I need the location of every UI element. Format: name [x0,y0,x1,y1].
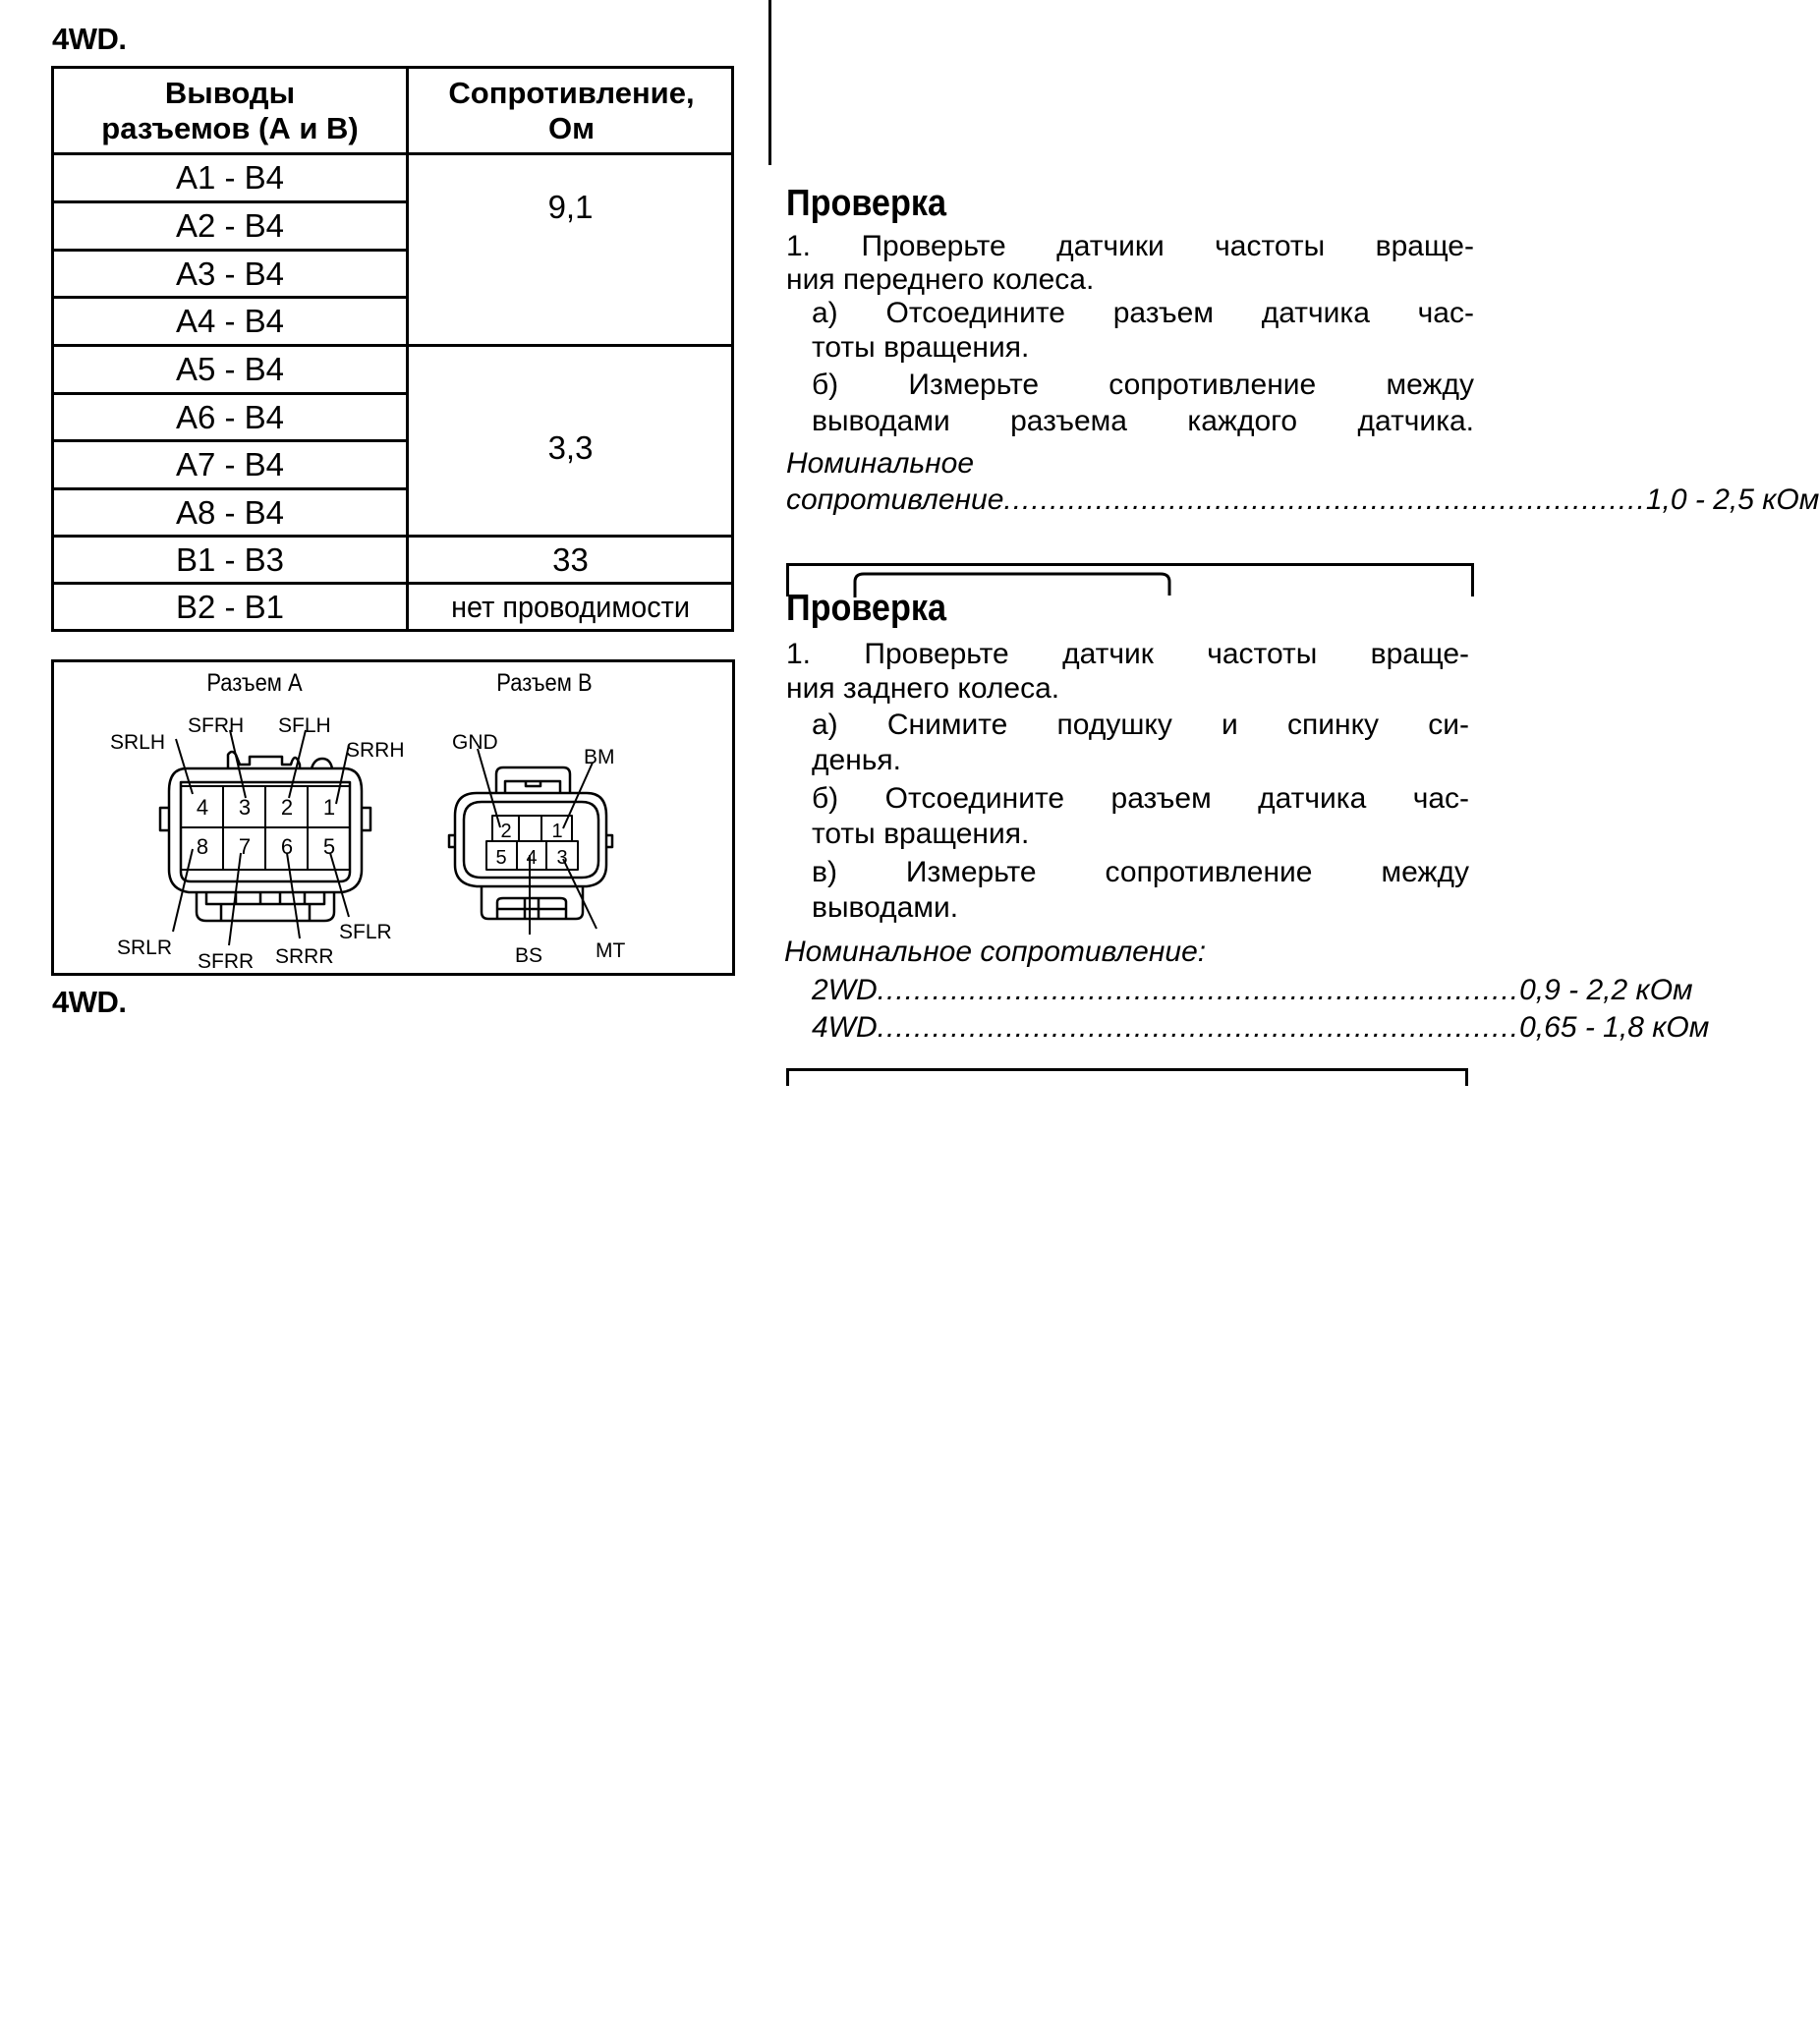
pins-cell: A2 - B4 [175,207,285,244]
label-sflr: SFLR [339,921,392,943]
table-row [54,442,406,487]
table-row [54,585,406,629]
section1-line: ния переднего колеса. [786,263,1095,296]
frame-top [786,563,1474,566]
pins-cell: A6 - B4 [175,398,285,435]
value-cell-b2-b1 [409,585,732,629]
label-mt: MT [596,939,626,962]
table-row [54,490,406,535]
frame-bottom-right [1465,1068,1468,1086]
leader-dots: ...................................................................... [877,974,1520,1006]
table-row [54,538,406,582]
label-sfrr: SFRR [198,950,255,973]
value-no-continuity: нет проводимости [451,589,690,624]
section1-nominal-value: 1,0 - 2,5 кОм [1645,483,1819,516]
resistance-table [51,66,734,632]
section2-line: тоты вращения. [812,818,1030,850]
label-gnd: GND [452,731,498,754]
connector-diagram-svg [54,662,732,973]
header-pins [54,69,406,152]
section1-nominal-label2: сопротивление [786,483,1004,516]
section2-nominal-label: Номинальное сопротивление: [784,936,1207,968]
section1-line: выводами разъема каждого датчика. [812,405,1474,437]
table-row [54,347,406,392]
pin-b-5: 5 [495,847,507,869]
value-9-1: 9,1 [547,189,594,225]
spec-4wd-value: 0,65 - 1,8 кОм [1519,1011,1710,1044]
pins-cell: A4 - B4 [175,303,285,339]
value-cell-b1-b3 [409,538,732,582]
header-resistance-line2: Ом [547,110,596,145]
header-pins-line2: разъемов (А и В) [101,110,359,145]
spec-4wd-label: 4WD [812,1011,878,1044]
section2-line: ния заднего колеса. [786,672,1060,705]
value-cell-group1 [409,155,732,344]
value-33: 33 [552,540,589,578]
label-srlh: SRLH [110,731,166,754]
label-bs: BS [515,944,543,967]
leader-dots: ...................................................................... [877,1011,1520,1044]
value-cell-group2 [409,347,732,535]
section1-line: а) Отсоедините разъем датчика час- [812,297,1474,329]
connector-diagram [51,659,735,976]
header-resistance-line1: Сопротивление, [448,75,695,110]
table-row [54,155,406,200]
top-caption-4wd: 4WD. [52,22,127,56]
pin-a-3: 3 [238,795,252,820]
pin-a-7: 7 [238,834,252,859]
pins-cell: B1 - B3 [175,540,285,578]
pin-a-2: 2 [280,795,294,820]
header-resistance [409,69,734,152]
pins-cell: A1 - B4 [175,159,285,196]
pin-a-4: 4 [196,795,209,820]
section2-spec-4wd [812,1011,1710,1044]
bottom-caption-4wd: 4WD. [52,985,127,1019]
pins-cell: A8 - B4 [175,493,285,531]
section2-line: денья. [812,744,901,776]
table-row [54,395,406,439]
section1-line: 1. Проверьте датчики частоты враще- [786,230,1474,262]
label-srrh: SRRH [346,739,405,762]
table-row [54,203,406,249]
table-row [54,299,406,344]
pin-b-3: 3 [556,847,568,869]
pin-b-4: 4 [526,847,538,869]
table-row [54,252,406,296]
column-rule [768,0,771,165]
value-3-3: 3,3 [547,429,594,466]
section1-nominal-row [786,483,1819,516]
label-sflh: SFLH [278,714,331,737]
section1-heading: Проверка [786,183,946,224]
pin-a-1: 1 [322,795,336,820]
section1-nominal-label: Номинальное [786,447,975,480]
section2-line: в) Измерьте сопротивление между [812,856,1469,888]
pin-b-1: 1 [551,821,563,842]
frame-right [1471,563,1474,596]
spec-2wd-label: 2WD [812,974,878,1006]
section1-line: б) Измерьте сопротивление между [812,369,1474,401]
section1-line: тоты вращения. [812,331,1030,364]
label-srrr: SRRR [275,945,334,968]
spec-2wd-value: 0,9 - 2,2 кОм [1519,974,1693,1006]
label-sfrh: SFRH [188,714,245,737]
pin-a-8: 8 [196,834,209,859]
section2-line: 1. Проверьте датчик частоты враще- [786,638,1469,670]
pins-cell: A3 - B4 [175,255,285,292]
frame-bottom-top [786,1068,1468,1071]
pin-a-6: 6 [280,834,294,859]
pin-a-5: 5 [322,834,336,859]
frame-bottom-left [786,1068,789,1086]
label-bm: BM [584,746,615,768]
section2-heading: Проверка [786,588,946,629]
connector-b-title: Разъем B [496,668,593,697]
section2-line: выводами. [812,891,959,924]
label-srlr: SRLR [117,937,173,959]
pins-cell: A5 - B4 [175,351,285,387]
section2-spec-2wd [812,974,1693,1006]
connector-a-title: Разъем A [206,668,303,697]
pin-b-2: 2 [500,821,512,842]
pins-cell: A7 - B4 [175,446,285,483]
pins-cell: B2 - B1 [175,588,285,625]
leader-dots: ...................................................................... [1003,483,1646,516]
section2-line: б) Отсоедините разъем датчика час- [812,782,1469,815]
header-pins-line1: Выводы [164,75,296,110]
section2-line: а) Снимите подушку и спинку си- [812,709,1469,741]
